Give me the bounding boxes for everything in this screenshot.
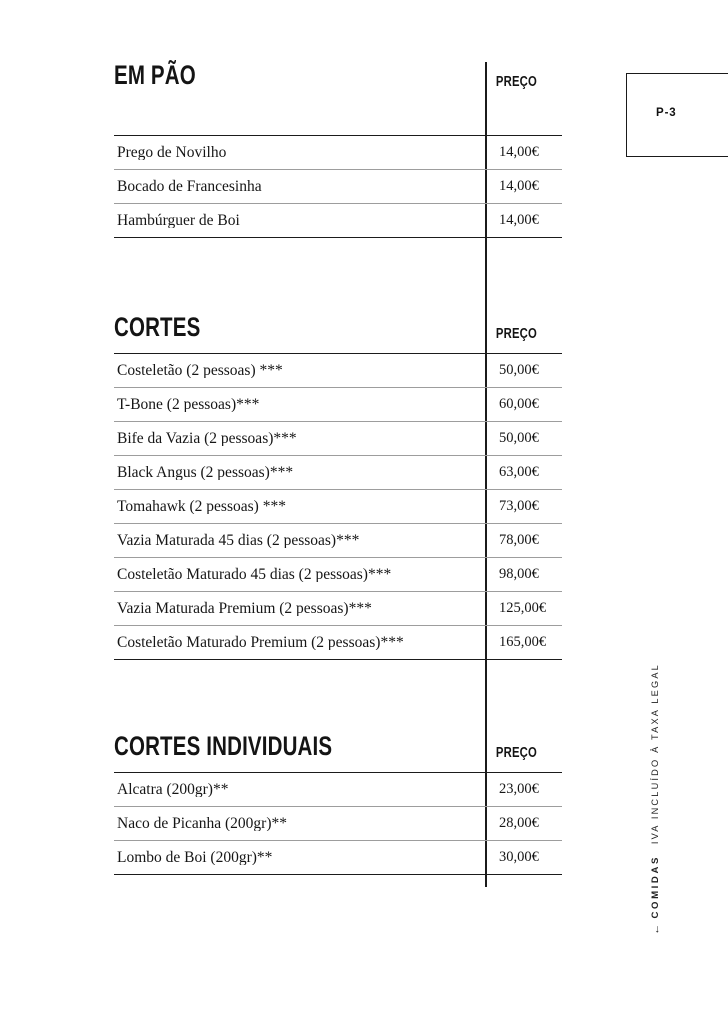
item-price: 23,00€ <box>499 781 539 798</box>
page-number-label: P-3 <box>656 107 677 119</box>
item-name: Alcatra (200gr)** <box>117 781 229 798</box>
menu-item-row[interactable] <box>114 421 562 455</box>
item-name: Bocado de Francesinha <box>117 178 262 195</box>
item-price: 14,00€ <box>499 178 539 195</box>
menu-item-row[interactable] <box>114 387 562 421</box>
menu-item-row[interactable] <box>114 136 562 169</box>
item-price: 30,00€ <box>499 849 539 866</box>
item-name: Costeletão Maturado 45 dias (2 pessoas)*** <box>117 566 392 583</box>
menu-items-table <box>114 353 562 660</box>
item-name: Costeletão Maturado Premium (2 pessoas)*** <box>117 634 404 651</box>
menu-item-row[interactable] <box>114 840 562 874</box>
item-name: Black Angus (2 pessoas)*** <box>117 464 294 481</box>
menu-item-row[interactable] <box>114 489 562 523</box>
item-price: 50,00€ <box>499 362 539 379</box>
item-name: T-Bone (2 pessoas)*** <box>117 396 260 413</box>
section-spacer <box>114 660 562 733</box>
section-price-header: PREÇO <box>495 73 537 90</box>
item-price: 14,00€ <box>499 212 539 229</box>
tax-note-vertical: IVA INCLUÍDO À TAXA LEGAL <box>650 663 660 845</box>
item-name: Costeletão (2 pessoas) *** <box>117 362 283 379</box>
menu-content <box>114 62 562 875</box>
menu-section-cortes-individuais <box>114 733 562 875</box>
menu-items-table <box>114 135 562 238</box>
item-price: 28,00€ <box>499 815 539 832</box>
category-label-vertical <box>650 855 662 935</box>
item-price: 50,00€ <box>499 430 539 447</box>
item-name: Naco de Picanha (200gr)** <box>117 815 288 832</box>
section-title: EM PÃO <box>114 60 196 90</box>
section-price-header: PREÇO <box>495 744 537 761</box>
section-title: CORTES <box>114 312 201 342</box>
item-price: 73,00€ <box>499 498 539 515</box>
item-name: Lombo de Boi (200gr)** <box>117 849 273 866</box>
item-price: 78,00€ <box>499 532 539 549</box>
item-name: Hambúrguer de Boi <box>117 212 240 229</box>
menu-item-row[interactable] <box>114 354 562 387</box>
item-name: Bife da Vazia (2 pessoas)*** <box>117 430 297 447</box>
menu-item-row[interactable] <box>114 523 562 557</box>
section-header <box>114 733 562 760</box>
menu-section-em-pao <box>114 62 562 238</box>
category-label-text: COMIDAS <box>650 855 661 919</box>
item-name: Vazia Maturada Premium (2 pessoas)*** <box>117 600 372 617</box>
item-price: 14,00€ <box>499 144 539 161</box>
item-price: 98,00€ <box>499 566 539 583</box>
menu-item-row[interactable] <box>114 203 562 237</box>
menu-item-row[interactable] <box>114 455 562 489</box>
item-name: Vazia Maturada 45 dias (2 pessoas)*** <box>117 532 360 549</box>
item-price: 63,00€ <box>499 464 539 481</box>
menu-items-table <box>114 772 562 875</box>
item-name: Tomahawk (2 pessoas) *** <box>117 498 286 515</box>
menu-item-row[interactable] <box>114 773 562 806</box>
menu-item-row[interactable] <box>114 625 562 659</box>
section-title: CORTES INDIVIDUAIS <box>114 731 333 761</box>
menu-section-cortes <box>114 314 562 660</box>
menu-item-row[interactable] <box>114 806 562 840</box>
arrow-left-icon: ← <box>650 923 662 935</box>
item-name: Prego de Novilho <box>117 144 227 161</box>
section-header <box>114 62 562 89</box>
menu-item-row[interactable] <box>114 169 562 203</box>
menu-item-row[interactable] <box>114 591 562 625</box>
item-price: 60,00€ <box>499 396 539 413</box>
section-spacer <box>114 238 562 314</box>
item-price: 165,00€ <box>499 634 547 651</box>
section-header <box>114 314 562 341</box>
item-price: 125,00€ <box>499 600 547 617</box>
menu-item-row[interactable] <box>114 557 562 591</box>
section-price-header: PREÇO <box>495 325 537 342</box>
page-marker-box <box>626 73 728 157</box>
